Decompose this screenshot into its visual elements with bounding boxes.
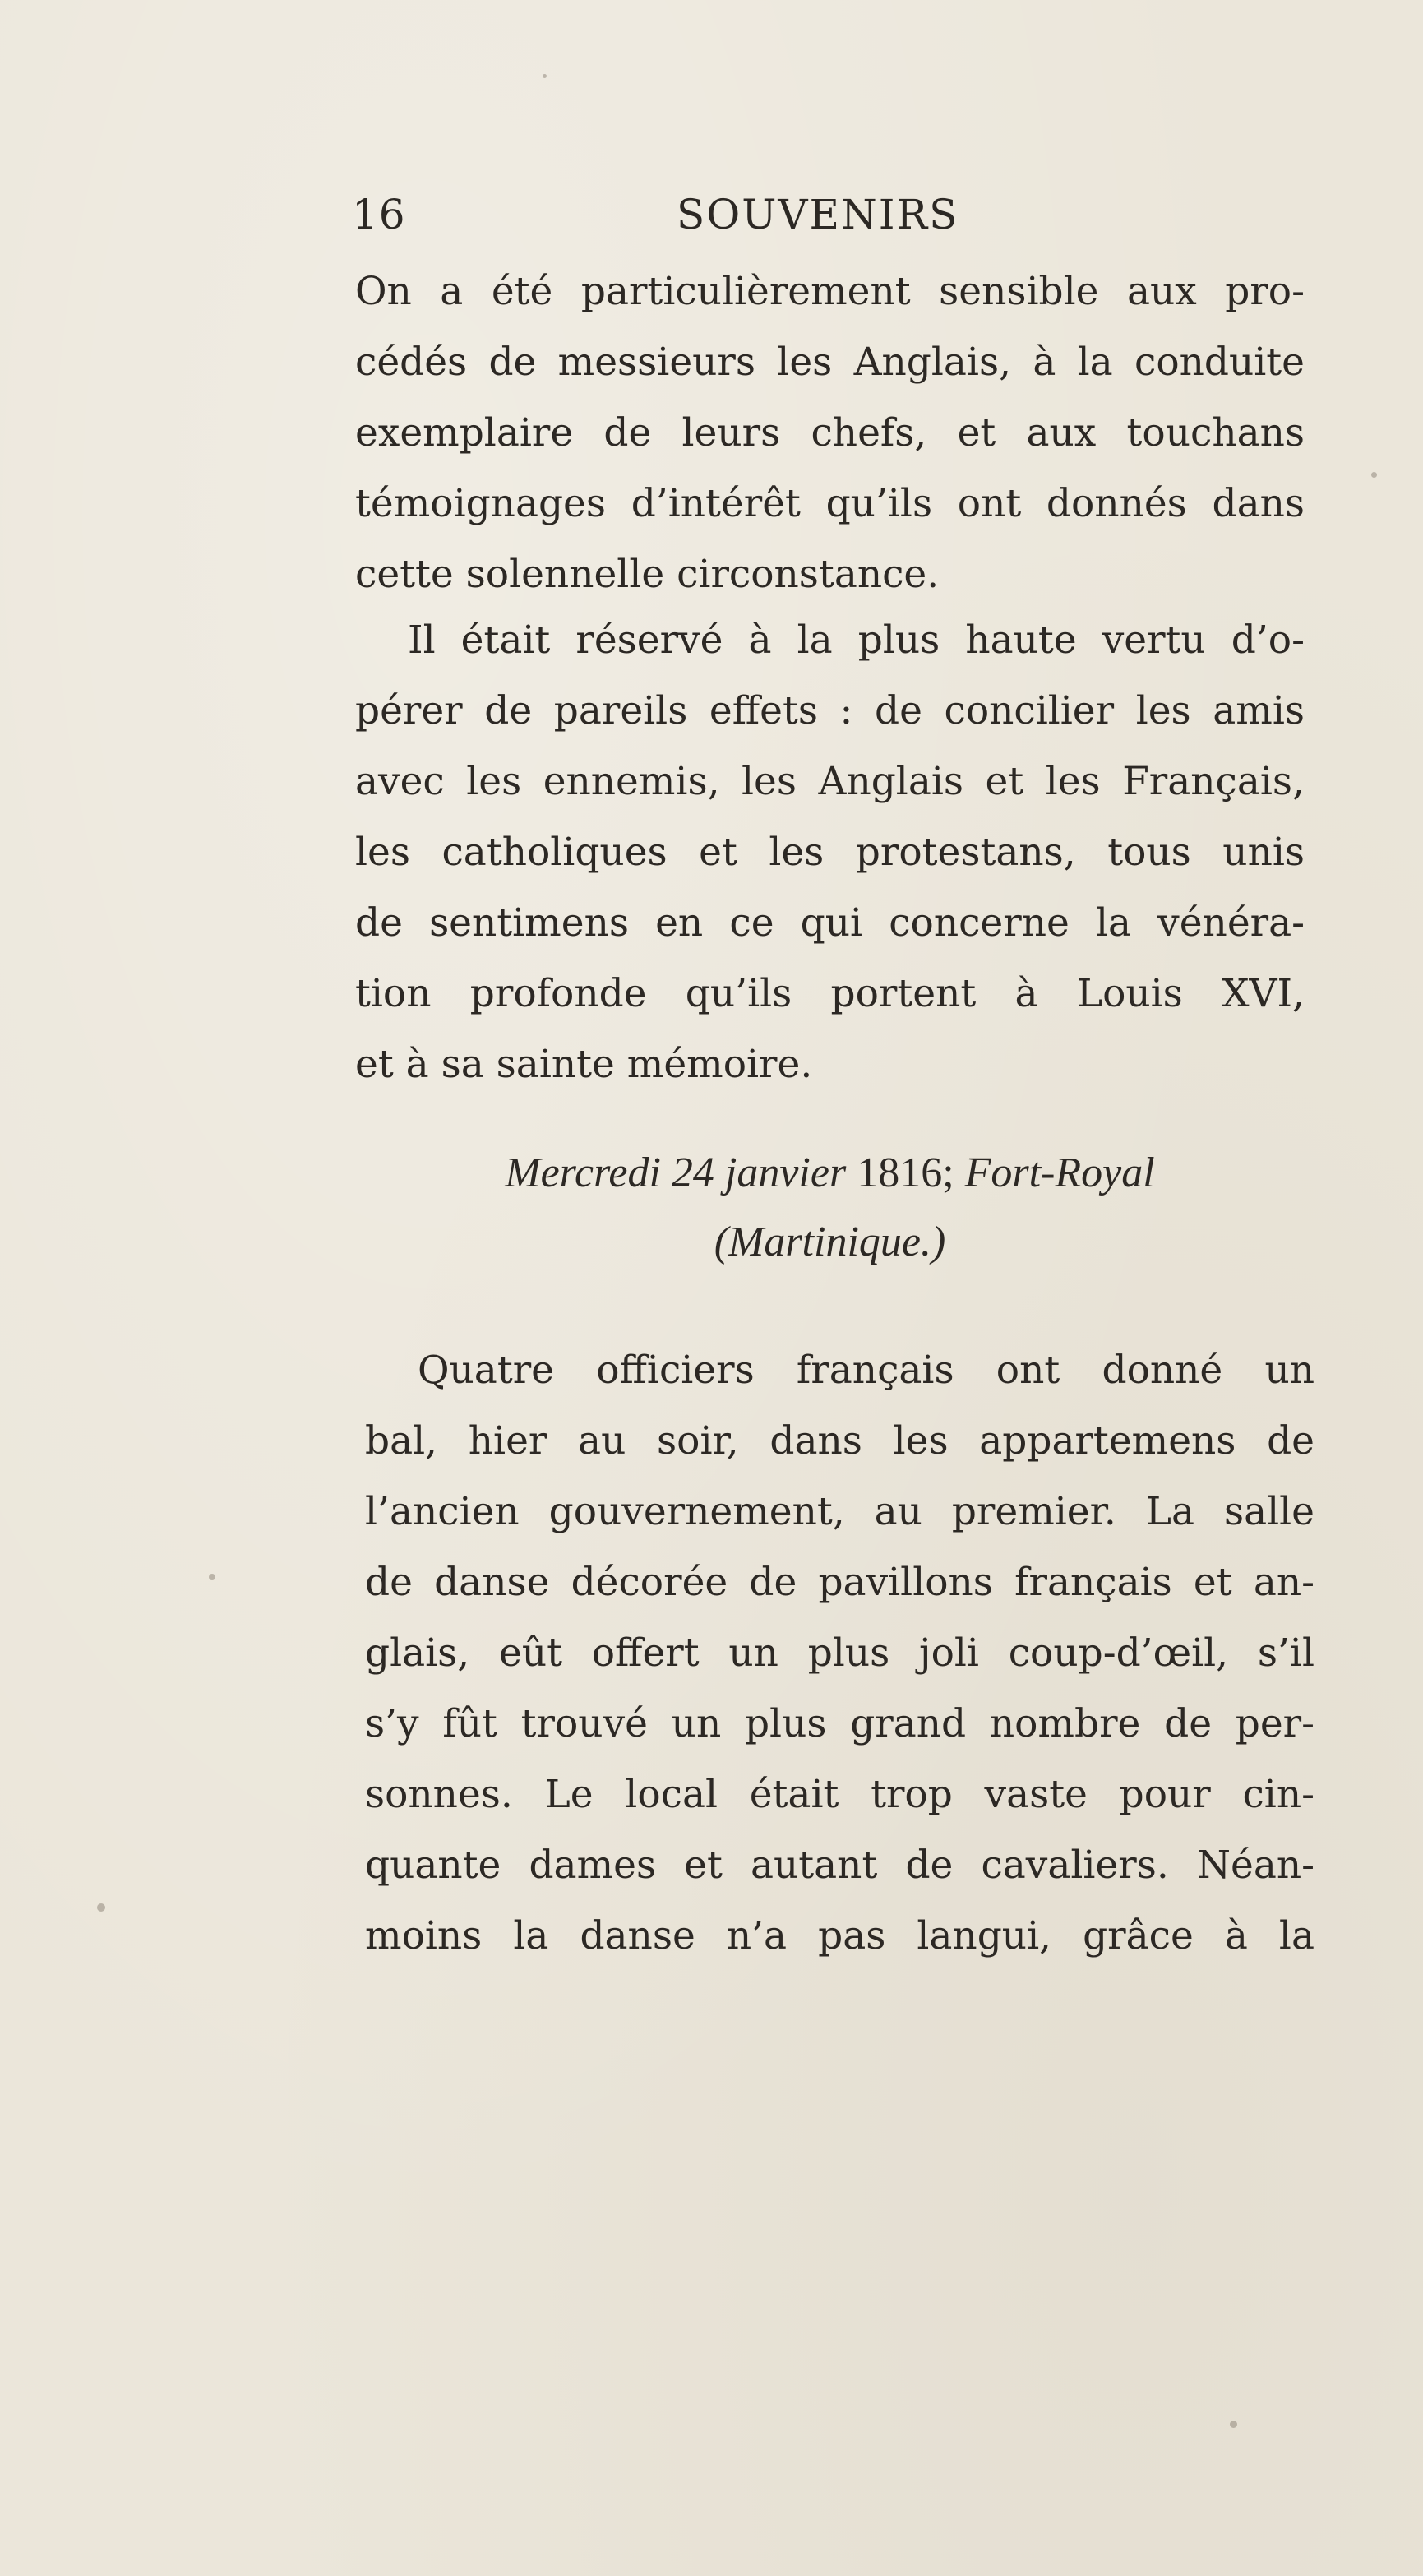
paragraph-1 — [355, 257, 1305, 610]
page-number: 16 — [352, 191, 406, 238]
text-line: cette solennelle circonstance. — [355, 552, 940, 597]
dateline-place: Fort-Royal — [964, 1149, 1155, 1196]
text-line: avec les ennemis, les Anglais et les Français, — [355, 759, 1305, 804]
paper-speck — [209, 1574, 215, 1580]
dateline-separator: ; — [942, 1149, 954, 1196]
running-title: SOUVENIRS — [677, 191, 959, 238]
text-line: pérer de pareils effets : de concilier les amis — [355, 688, 1305, 733]
text-line: de danse décorée de pavillons français et an- — [365, 1560, 1314, 1605]
text-line: cédés de messieurs les Anglais, à la conduite — [355, 340, 1305, 385]
paper-speck — [1371, 472, 1377, 478]
text-line: tion profonde qu’ils portent à Louis XVI, — [355, 971, 1305, 1016]
text-line: glais, eût offert un plus joli coup-d’œil, s’il — [365, 1630, 1314, 1676]
text-line: s’y fût trouvé un plus grand nombre de per- — [365, 1701, 1314, 1746]
paragraph-3 — [365, 1335, 1314, 1972]
text-line: exemplaire de leurs chefs, et aux touchans — [355, 410, 1305, 456]
text-line: et à sa sainte mémoire. — [355, 1042, 813, 1087]
text-line: Quatre officiers français ont donné un — [418, 1348, 1314, 1393]
text-line: Il était réservé à la plus haute vertu d’o- — [408, 617, 1305, 663]
dateline-year: 1816 — [857, 1149, 943, 1196]
paper-speck — [543, 74, 547, 78]
dateline-day: Mercredi — [505, 1149, 661, 1196]
text-line: de sentimens en ce qui concerne la vénéra- — [355, 900, 1305, 946]
text-line: On a été particulièrement sensible aux pro- — [355, 269, 1305, 314]
dateline-month: janvier — [724, 1149, 847, 1196]
text-line: témoignages d’intérêt qu’ils ont donnés dans — [355, 481, 1305, 526]
dateline-region: (Martinique.) — [714, 1219, 946, 1265]
paper-speck — [97, 1903, 105, 1912]
text-line: quante dames et autant de cavaliers. Néan- — [365, 1843, 1314, 1888]
text-line: les catholiques et les protestans, tous unis — [355, 830, 1305, 875]
paper-speck — [1230, 2421, 1237, 2428]
dateline-row-1 — [355, 1139, 1305, 1208]
text-line: moins la danse n’a pas langui, grâce à la — [365, 1913, 1314, 1959]
paragraph-2 — [355, 605, 1305, 1100]
dateline-date-number: 24 — [671, 1149, 714, 1196]
dateline — [355, 1139, 1305, 1277]
text-line: sonnes. Le local était trop vaste pour cin- — [365, 1772, 1314, 1817]
text-line: l’ancien gouvernement, au premier. La salle — [365, 1489, 1314, 1534]
running-head — [352, 191, 1305, 240]
text-line: bal, hier au soir, dans les appartemens de — [365, 1418, 1314, 1464]
